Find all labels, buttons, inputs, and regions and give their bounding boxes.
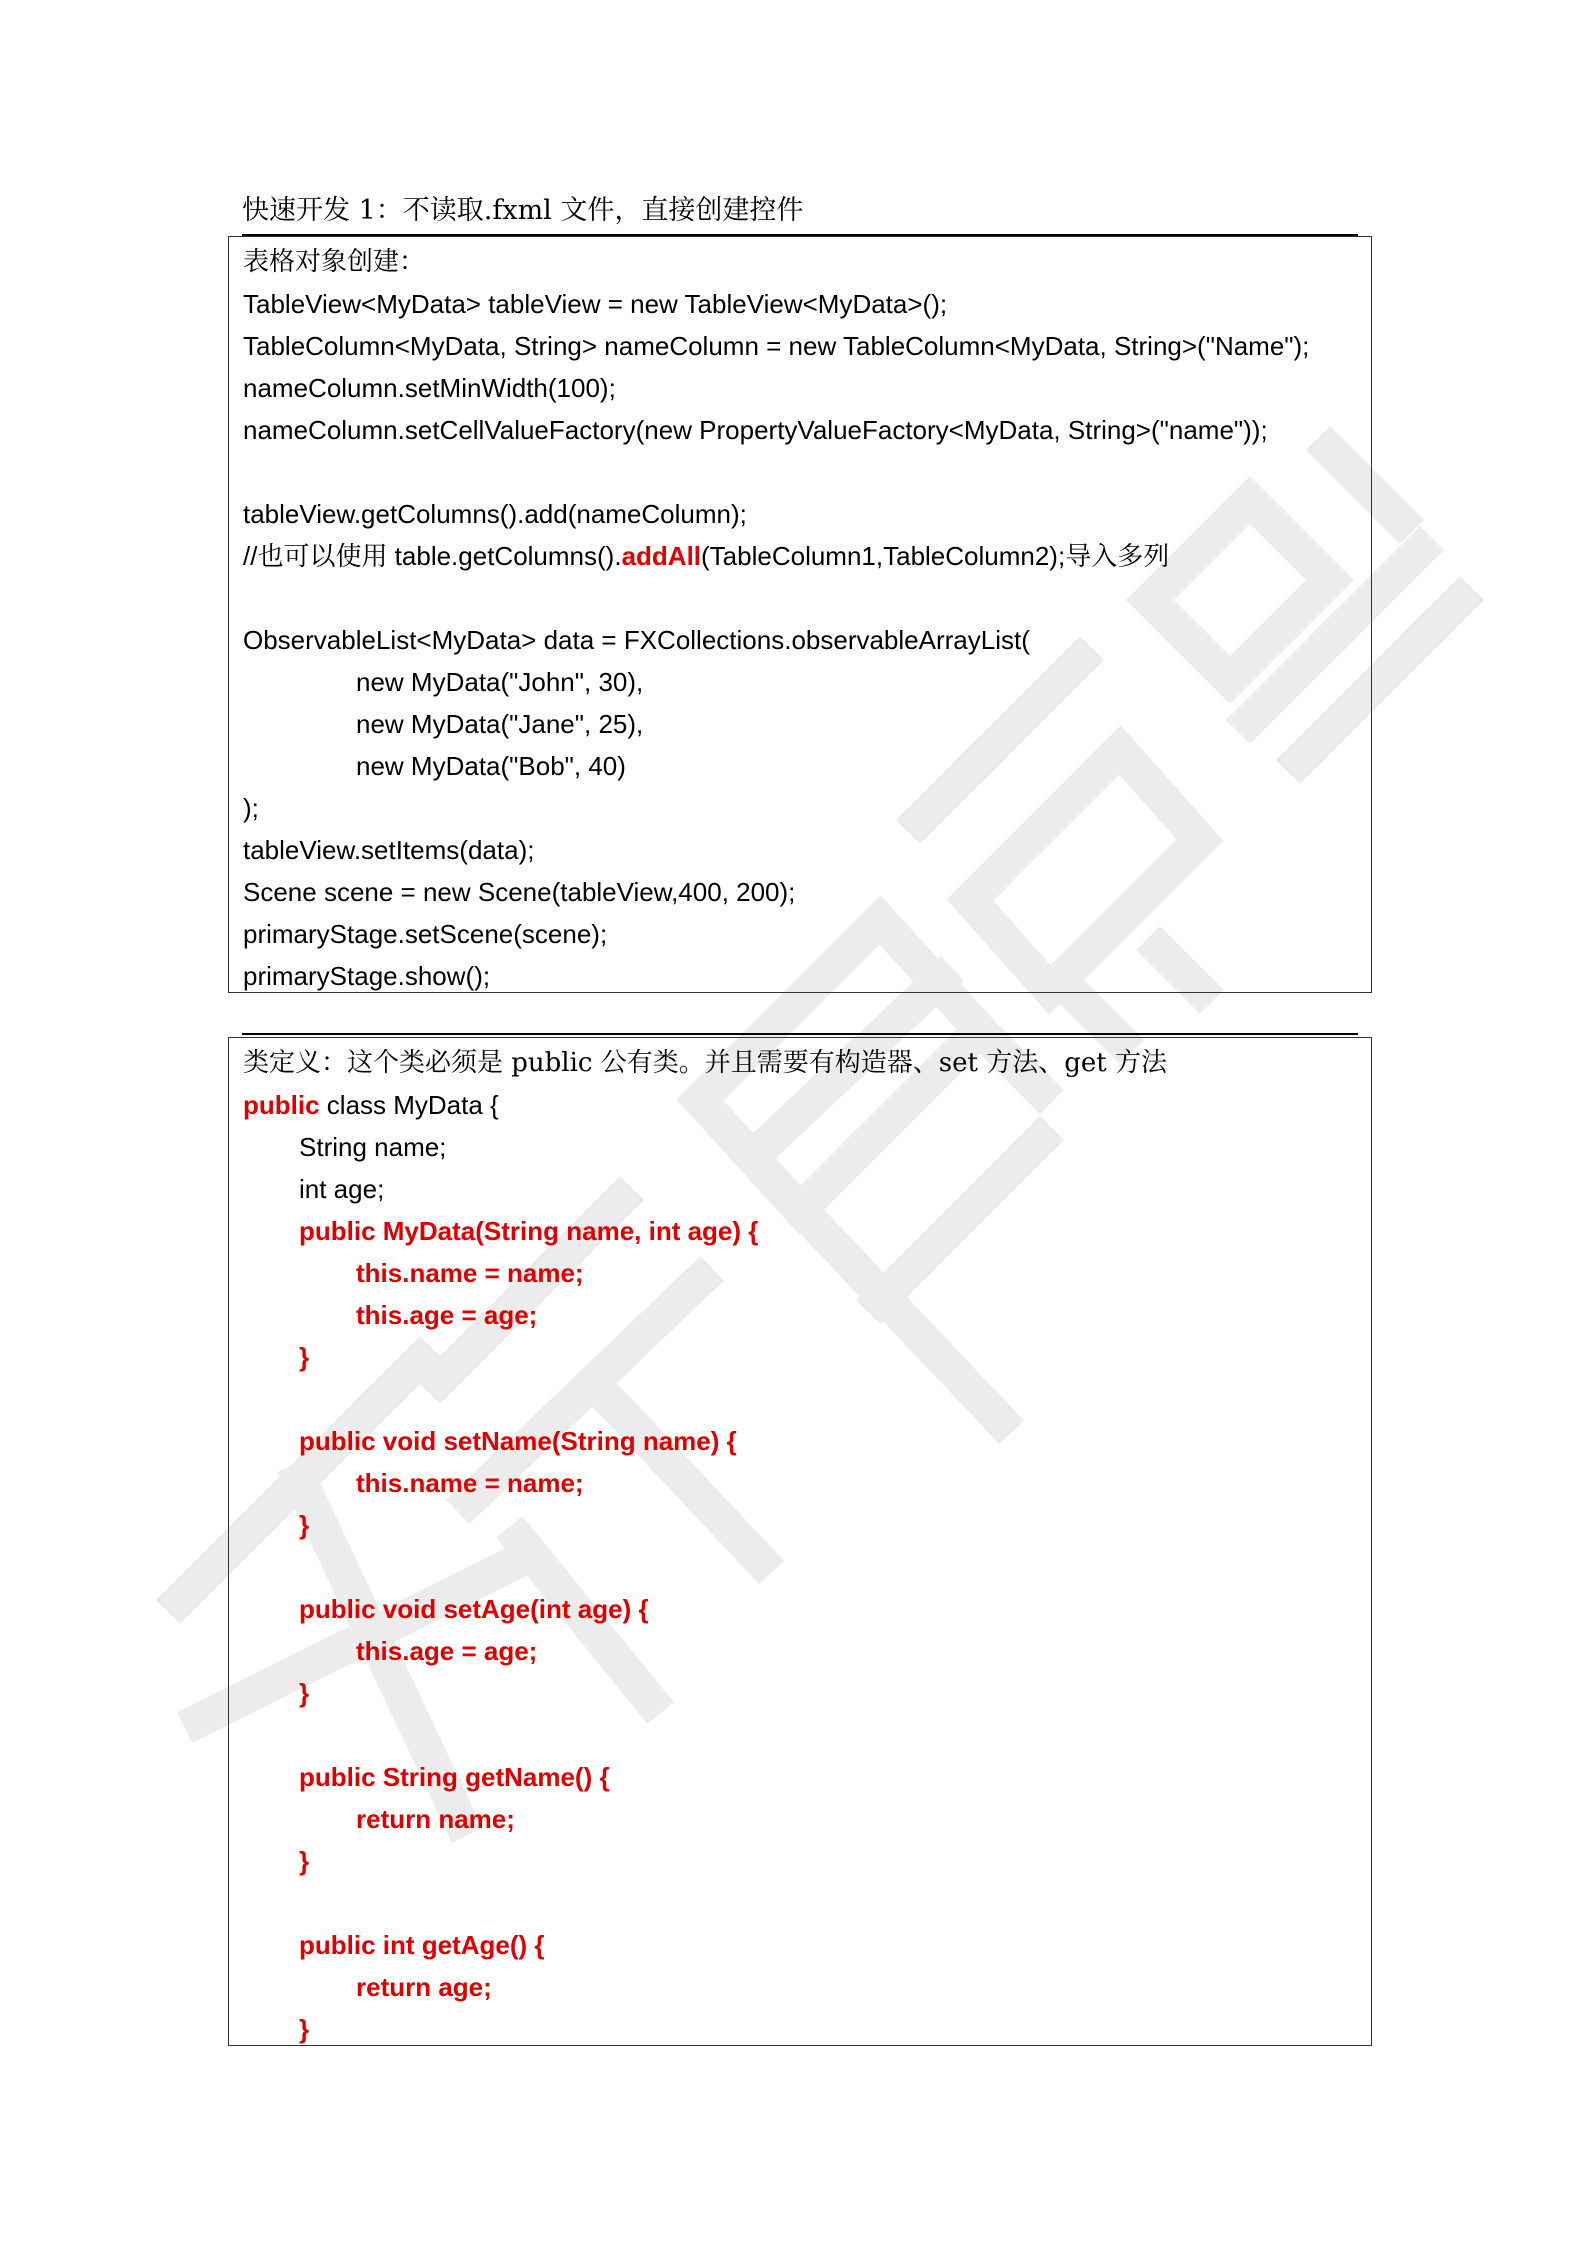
box2-top-rule (242, 1033, 1358, 1035)
code-line: return name; (356, 1804, 515, 1834)
blank-line (243, 1882, 1357, 1924)
code-line: new MyData("Jane", 25), (356, 709, 644, 739)
blank-line (243, 577, 1357, 619)
code-line: String name; (299, 1132, 447, 1162)
box-title: 类定义：这个类必须是 public 公有类。并且需要有构造器、set 方法、get 方法 (243, 1048, 1167, 1078)
section-heading: 快速开发 1：不读取.fxml 文件，直接创建控件 (242, 195, 804, 226)
blank-line (243, 1378, 1357, 1420)
code-line: primaryStage.show(); (243, 961, 491, 991)
code-line: tableView.setItems(data); (243, 835, 535, 865)
code-line (243, 1084, 1357, 1126)
code-line: nameColumn.setCellValueFactory(new PropertyValueFactory<MyData, String>("name")); (243, 415, 1268, 445)
box-title: 表格对象创建： (243, 247, 426, 277)
code-line: return age; (356, 1972, 492, 2002)
code-line: tableView.getColumns().add(nameColumn); (243, 499, 747, 529)
code-line: public MyData(String name, int age) { (299, 1216, 759, 1246)
code-line: } (299, 1678, 310, 1708)
class-decl: class MyData { (319, 1090, 499, 1120)
code-box-class-definition (228, 1037, 1372, 2046)
code-line: this.name = name; (356, 1468, 584, 1498)
comment-prefix: //也可以使用 table.getColumns(). (243, 541, 622, 571)
code-line: } (299, 1342, 310, 1372)
code-line: int age; (299, 1174, 385, 1204)
code-line: new MyData("Bob", 40) (356, 751, 626, 781)
code-line: new MyData("John", 30), (356, 667, 644, 697)
code-line: this.age = age; (356, 1300, 538, 1330)
code-line: primaryStage.setScene(scene); (243, 919, 608, 949)
code-line: ); (243, 793, 259, 823)
keyword: public (243, 1090, 320, 1120)
code-line: public String getName() { (299, 1762, 610, 1792)
code-line: TableColumn<MyData, String> nameColumn = new TableColumn<MyData, String>("Name"); (243, 331, 1310, 361)
code-line: public void setAge(int age) { (299, 1594, 649, 1624)
blank-line (243, 1714, 1357, 1756)
code-line: } (299, 1846, 310, 1876)
comment-suffix: (TableColumn1,TableColumn2);导入多列 (701, 541, 1170, 571)
code-line: } (299, 1510, 310, 1540)
code-box-table-creation (228, 236, 1372, 993)
code-line: nameColumn.setMinWidth(100); (243, 373, 616, 403)
code-line: this.name = name; (356, 1258, 584, 1288)
code-line: } (299, 2014, 310, 2044)
blank-line (243, 451, 1357, 493)
code-line: TableView<MyData> tableView = new TableView<MyData>(); (243, 289, 948, 319)
code-line: ObservableList<MyData> data = FXCollections.observableArrayList( (243, 625, 1030, 655)
comment-line (243, 535, 1357, 577)
comment-highlight: addAll (621, 541, 702, 571)
blank-line (243, 1546, 1357, 1588)
code-line: this.age = age; (356, 1636, 538, 1666)
code-line: Scene scene = new Scene(tableView,400, 200); (243, 877, 796, 907)
code-line: public void setName(String name) { (299, 1426, 737, 1456)
code-line: public int getAge() { (299, 1930, 545, 1960)
